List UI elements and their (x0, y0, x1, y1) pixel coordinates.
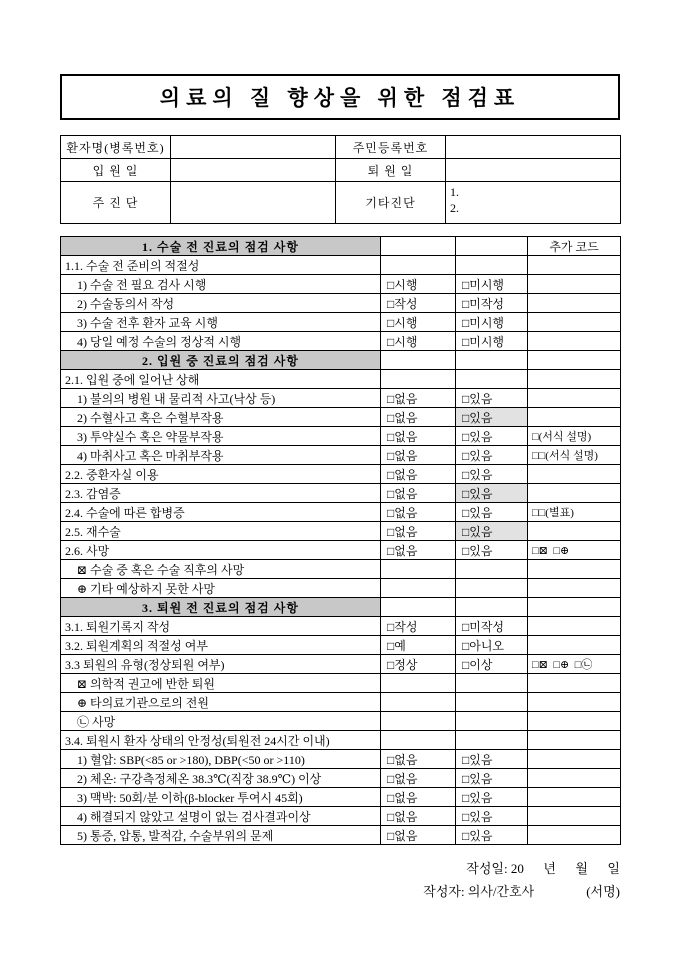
extra-code-cell (528, 294, 621, 313)
item-label: 2.5. 재수술 (61, 522, 381, 541)
extra-code-cell[interactable]: □⊠ □⊕ □㉡ (528, 655, 621, 674)
option-cell-1 (381, 237, 456, 256)
extra-code-cell (528, 579, 621, 598)
option-cell-2 (456, 598, 528, 617)
checklist-row (61, 332, 621, 351)
item-label: 4) 마취사고 혹은 마취부작용 (61, 446, 381, 465)
discharge-date-label: 퇴 원 일 (336, 159, 446, 182)
option-cell-2 (456, 237, 528, 256)
admission-date-value[interactable] (171, 159, 336, 182)
other-diagnosis-label: 기타진단 (336, 182, 446, 224)
extra-code-cell (528, 389, 621, 408)
option-cell-1 (381, 712, 456, 731)
written-date-line[interactable]: 작성일: 20 년 월 일 (466, 861, 620, 876)
checklist-row (61, 351, 621, 370)
checklist-row (61, 275, 621, 294)
subsection-label: 1.1. 수술 전 준비의 적절성 (61, 256, 381, 275)
section-header: 1. 수술 전 진료의 점검 사항 (61, 237, 381, 256)
option-cell-2[interactable]: □있음 (456, 750, 528, 769)
option-cell-2 (456, 674, 528, 693)
checklist-row (61, 370, 621, 389)
extra-code-cell (528, 674, 621, 693)
option-cell-2[interactable]: □있음 (456, 769, 528, 788)
checklist-row (61, 655, 621, 674)
extra-code-cell (528, 408, 621, 427)
extra-code-header (528, 598, 621, 617)
checklist-row (61, 712, 621, 731)
option-cell-2 (456, 351, 528, 370)
discharge-date-value[interactable] (446, 159, 621, 182)
option-cell-2[interactable]: □미작성 (456, 617, 528, 636)
option-cell-1[interactable]: □없음 (381, 826, 456, 845)
option-cell-1[interactable]: □작성 (381, 617, 456, 636)
extra-code-cell (528, 332, 621, 351)
option-cell-2[interactable]: □있음 (456, 484, 528, 503)
extra-code-cell (528, 769, 621, 788)
option-cell-2[interactable]: □있음 (456, 408, 528, 427)
option-cell-1 (381, 256, 456, 275)
option-cell-1[interactable]: □없음 (381, 389, 456, 408)
checklist-row (61, 769, 621, 788)
item-label: 2.2. 중환자실 이용 (61, 465, 381, 484)
other-diagnosis-value[interactable] (446, 182, 621, 224)
item-label: 2) 체온: 구강측정체온 38.3℃(직장 38.9℃) 이상 (61, 769, 381, 788)
form-footer (60, 858, 620, 904)
option-cell-2[interactable]: □미시행 (456, 332, 528, 351)
option-cell-1 (381, 674, 456, 693)
option-cell-1[interactable]: □없음 (381, 769, 456, 788)
extra-code-header: 추가 코드 (528, 237, 621, 256)
checklist-row (61, 294, 621, 313)
option-cell-2 (456, 256, 528, 275)
checklist-row (61, 408, 621, 427)
option-cell-1[interactable]: □없음 (381, 484, 456, 503)
author-line[interactable]: 작성자: 의사/간호사 (서명) (423, 883, 620, 899)
option-cell-1[interactable]: □시행 (381, 313, 456, 332)
item-label: 5) 통증, 압통, 발적감, 수술부위의 문제 (61, 826, 381, 845)
checklist-row (61, 674, 621, 693)
admission-date-label: 입 원 일 (61, 159, 171, 182)
option-cell-2 (456, 370, 528, 389)
option-cell-1[interactable]: □시행 (381, 275, 456, 294)
subsection-label: 3.4. 퇴원시 환자 상태의 안정성(퇴원전 24시간 이내) (61, 731, 381, 750)
option-cell-2[interactable]: □아니오 (456, 636, 528, 655)
extra-code-cell (528, 788, 621, 807)
option-cell-1[interactable]: □없음 (381, 465, 456, 484)
option-cell-2 (456, 560, 528, 579)
checklist-row (61, 446, 621, 465)
checklist-row (61, 617, 621, 636)
resident-id-value[interactable] (446, 136, 621, 159)
option-cell-2[interactable]: □있음 (456, 541, 528, 560)
extra-code-cell (528, 484, 621, 503)
checklist-row (61, 427, 621, 446)
item-label: 2) 수술동의서 작성 (61, 294, 381, 313)
option-cell-1[interactable]: □없음 (381, 446, 456, 465)
item-label: 3.1. 퇴원기록지 작성 (61, 617, 381, 636)
main-diagnosis-value[interactable] (171, 182, 336, 224)
checklist-row (61, 541, 621, 560)
info-row-diagnosis (61, 182, 621, 224)
option-cell-2[interactable]: □있음 (456, 446, 528, 465)
option-cell-1[interactable]: □없음 (381, 427, 456, 446)
option-cell-2[interactable]: □있음 (456, 807, 528, 826)
item-label: 2.4. 수술에 따른 합병증 (61, 503, 381, 522)
checklist-table (60, 236, 621, 845)
checklist-row (61, 313, 621, 332)
item-label: 4) 해결되지 않았고 설명이 없는 검사결과이상 (61, 807, 381, 826)
checklist-row (61, 465, 621, 484)
item-label: 3.3 퇴원의 유형(정상퇴원 여부) (61, 655, 381, 674)
item-label: 3) 투약실수 혹은 약물부작용 (61, 427, 381, 446)
option-cell-2 (456, 731, 528, 750)
checklist-row (61, 807, 621, 826)
extra-code-cell[interactable]: □□(별표) (528, 503, 621, 522)
item-label: 3.2. 퇴원계획의 적절성 여부 (61, 636, 381, 655)
option-cell-1 (381, 693, 456, 712)
section-header: 3. 퇴원 전 진료의 점검 사항 (61, 598, 381, 617)
note-label: ⊕ 기타 예상하지 못한 사망 (61, 579, 381, 598)
item-label: 2) 수혈사고 혹은 수혈부작용 (61, 408, 381, 427)
extra-code-header (528, 351, 621, 370)
item-label: 1) 불의의 병원 내 물리적 사고(낙상 등) (61, 389, 381, 408)
extra-code-cell[interactable]: □(서식 설명) (528, 427, 621, 446)
extra-code-cell (528, 731, 621, 750)
resident-id-label: 주민등록번호 (336, 136, 446, 159)
checklist-row (61, 389, 621, 408)
checklist-row (61, 503, 621, 522)
option-cell-2[interactable]: □이상 (456, 655, 528, 674)
extra-code-cell (528, 826, 621, 845)
extra-code-cell (528, 370, 621, 389)
option-cell-1[interactable]: □없음 (381, 503, 456, 522)
extra-code-cell (528, 617, 621, 636)
option-cell-2 (456, 579, 528, 598)
option-cell-1 (381, 579, 456, 598)
checklist-row (61, 731, 621, 750)
patient-name-value[interactable] (171, 136, 336, 159)
extra-code-cell (528, 560, 621, 579)
option-cell-1[interactable]: □없음 (381, 408, 456, 427)
option-cell-1[interactable]: □없음 (381, 788, 456, 807)
checklist-row (61, 579, 621, 598)
other-diagnosis-line-1: 1. (450, 185, 459, 199)
option-cell-2[interactable]: □미작성 (456, 294, 528, 313)
option-cell-1 (381, 731, 456, 750)
note-label: ⊕ 타의료기관으로의 전원 (61, 693, 381, 712)
option-cell-2[interactable]: □있음 (456, 788, 528, 807)
checklist-row (61, 522, 621, 541)
extra-code-cell (528, 256, 621, 275)
option-cell-2[interactable]: □있음 (456, 503, 528, 522)
item-label: 3) 맥박: 50회/분 이하(β-blocker 투여시 45회) (61, 788, 381, 807)
extra-code-cell[interactable]: □□(서식 설명) (528, 446, 621, 465)
extra-code-cell (528, 693, 621, 712)
checklist-row (61, 598, 621, 617)
option-cell-1[interactable]: □시행 (381, 332, 456, 351)
option-cell-1 (381, 370, 456, 389)
form-page (60, 74, 620, 904)
extra-code-cell (528, 313, 621, 332)
checklist-row (61, 693, 621, 712)
item-label: 1) 수술 전 필요 검사 시행 (61, 275, 381, 294)
extra-code-cell (528, 750, 621, 769)
option-cell-1[interactable]: □없음 (381, 750, 456, 769)
item-label: 2.3. 감염증 (61, 484, 381, 503)
extra-code-cell (528, 712, 621, 731)
info-row-dates (61, 159, 621, 182)
checklist-row (61, 750, 621, 769)
section-header: 2. 입원 중 진료의 점검 사항 (61, 351, 381, 370)
option-cell-2[interactable]: □있음 (456, 427, 528, 446)
checklist-row (61, 484, 621, 503)
option-cell-2[interactable]: □미시행 (456, 275, 528, 294)
extra-code-cell (528, 807, 621, 826)
note-label: ⊠ 의학적 권고에 반한 퇴원 (61, 674, 381, 693)
option-cell-1 (381, 560, 456, 579)
note-label: ⊠ 수술 중 혹은 수술 직후의 사망 (61, 560, 381, 579)
option-cell-2[interactable]: □있음 (456, 522, 528, 541)
checklist-row (61, 826, 621, 845)
item-label: 2.6. 사망 (61, 541, 381, 560)
checklist-body (61, 237, 621, 845)
option-cell-1[interactable]: □정상 (381, 655, 456, 674)
option-cell-1 (381, 351, 456, 370)
checklist-row (61, 636, 621, 655)
option-cell-1 (381, 598, 456, 617)
other-diagnosis-line-2: 2. (450, 201, 459, 216)
title-box (60, 74, 620, 120)
subsection-label: 2.1. 입원 중에 일어난 상해 (61, 370, 381, 389)
option-cell-1[interactable]: □없음 (381, 541, 456, 560)
extra-code-cell (528, 522, 621, 541)
option-cell-2[interactable]: □있음 (456, 389, 528, 408)
checklist-row (61, 237, 621, 256)
option-cell-2[interactable]: □있음 (456, 465, 528, 484)
option-cell-1[interactable]: □예 (381, 636, 456, 655)
extra-code-cell[interactable]: □⊠ □⊕ (528, 541, 621, 560)
checklist-row (61, 256, 621, 275)
extra-code-cell (528, 275, 621, 294)
checklist-row (61, 560, 621, 579)
item-label: 3) 수술 전후 환자 교육 시행 (61, 313, 381, 332)
patient-name-label: 환자명(병록번호) (61, 136, 171, 159)
extra-code-cell (528, 636, 621, 655)
note-label: ㉡ 사망 (61, 712, 381, 731)
option-cell-2 (456, 693, 528, 712)
main-diagnosis-label: 주 진 단 (61, 182, 171, 224)
page-title: 의료의 질 향상을 위한 점검표 (159, 86, 521, 110)
info-row-name (61, 136, 621, 159)
item-label: 4) 당일 예정 수술의 정상적 시행 (61, 332, 381, 351)
extra-code-cell (528, 465, 621, 484)
option-cell-1[interactable]: □없음 (381, 522, 456, 541)
checklist-row (61, 788, 621, 807)
item-label: 1) 혈압: SBP(<85 or >180), DBP(<50 or >110) (61, 750, 381, 769)
option-cell-2[interactable]: □있음 (456, 826, 528, 845)
option-cell-1[interactable]: □작성 (381, 294, 456, 313)
option-cell-1[interactable]: □없음 (381, 807, 456, 826)
option-cell-2[interactable]: □미시행 (456, 313, 528, 332)
option-cell-2 (456, 712, 528, 731)
patient-info-table (60, 135, 621, 224)
